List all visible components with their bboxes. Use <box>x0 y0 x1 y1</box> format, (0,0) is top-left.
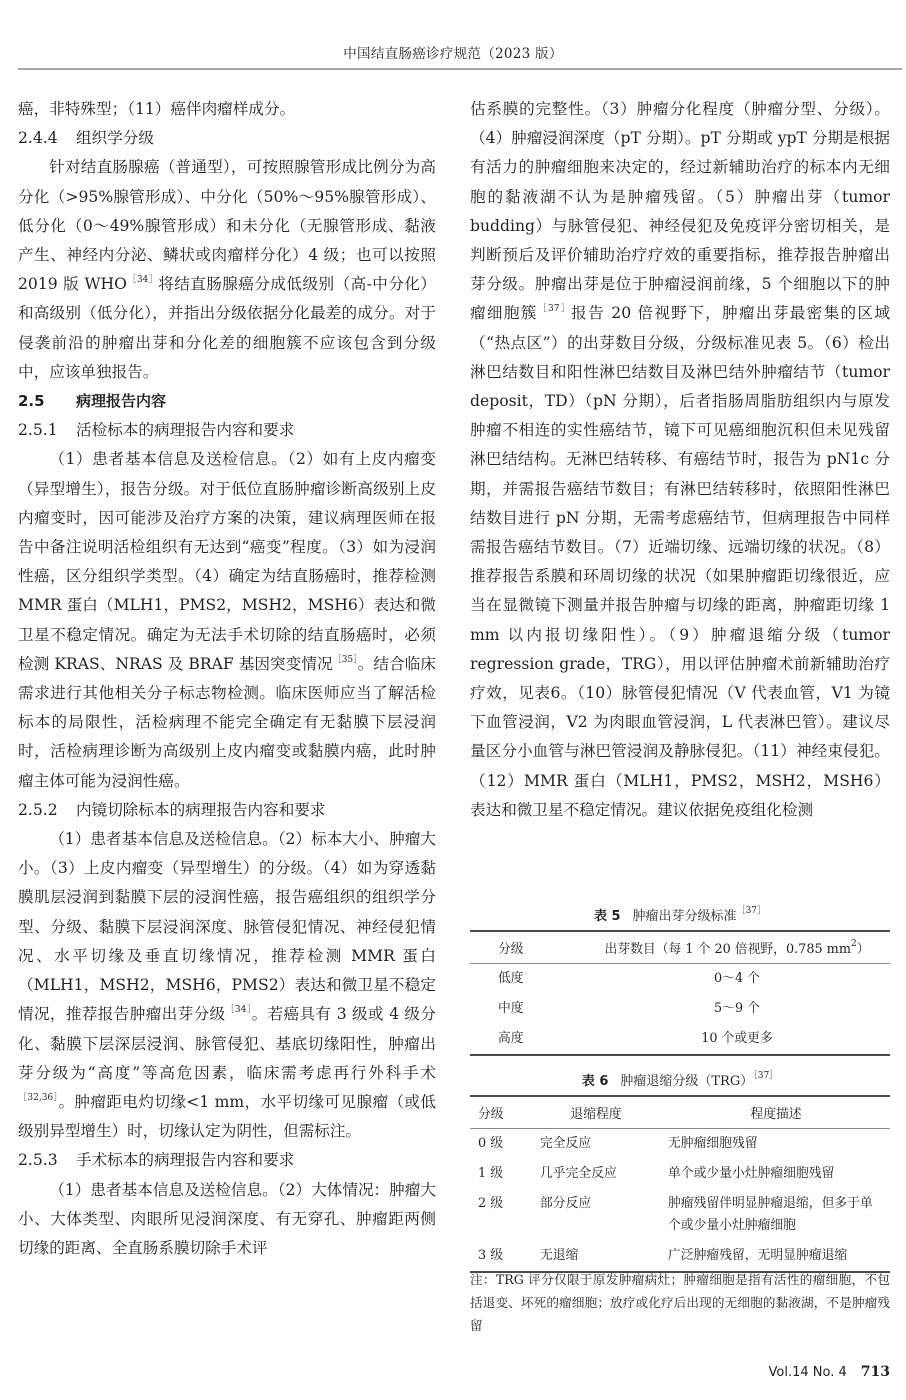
table-cell: 10 个或更多 <box>584 1024 890 1055</box>
table-cell: 单个或少量小灶肿瘤细胞残留 <box>668 1166 835 1181</box>
citation[interactable]: ［34］ <box>126 275 159 286</box>
section-title: 内镜切除标本的病理报告内容和要求 <box>76 800 326 819</box>
table-row <box>470 1129 890 1160</box>
paragraph-text: 。若癌具有 3 级或 4 级分化、黏膜下层深层浸润、脉管侵犯、基底切缘阳性，肿瘤出芽分级为“高度”等高危因素，临床需考虑再行外科手术 <box>18 1005 436 1082</box>
table-cell: 低度 <box>498 971 524 986</box>
table-row <box>470 964 890 995</box>
table-cell: 0 级 <box>478 1136 504 1151</box>
column-header-text: ） <box>856 942 870 957</box>
column-header: 程度描述 <box>662 1096 890 1129</box>
table-title: 肿瘤退缩分级（TRG） <box>620 1074 754 1089</box>
table-number: 表 5 <box>593 909 621 924</box>
citation[interactable]: ［37］ <box>537 304 572 315</box>
paragraph: （1）患者基本信息及送检信息。（2）大体情况：肿瘤大小、大体类型、肉眼所见浸润深度、有无穿孔、肿瘤距两侧切缘的距离、全直肠系膜切除手术评 <box>18 1180 436 1257</box>
section-number: 2.5.3 <box>18 1151 58 1170</box>
table-header-row <box>470 1096 890 1129</box>
table-cell: 部分反应 <box>540 1196 592 1211</box>
page-number: 713 <box>860 1364 890 1380</box>
table-cell: 几乎完全反应 <box>540 1166 617 1181</box>
section-title: 活检标本的病理报告内容和要求 <box>76 421 295 440</box>
header-rule <box>18 68 902 70</box>
section-heading-2-5-2 <box>18 796 436 825</box>
superscript: 2 <box>850 939 857 949</box>
paragraph <box>470 95 890 825</box>
section-title: 病理报告内容 <box>76 392 167 411</box>
right-column <box>470 95 890 825</box>
citation[interactable]: ［37］ <box>736 906 767 916</box>
table-cell: 3 级 <box>470 1241 530 1272</box>
paragraph-text: 报告 20 倍视野下，肿瘤出芽最密集的区域（“热点区”）的出芽数目分级，分级标准见表 5。（6）检出淋巴结数目和阳性淋巴结数目及淋巴结外肿瘤结节（tumor deposit，TD）（pN 分期），后者指肠周脂肪组织内与原发肿瘤不相连的实性癌结节，镜下可见癌细胞沉积但未见残留淋巴结结构。无淋巴结转移、有癌结节时，报告为 pN1c 分期，并需报告癌结节数目；有淋巴结转移时，依照阳性淋巴结数目进行 pN 分期，无需考虑癌结节，但病理报告中同样需报告癌结节数目。（7）近端切缘、远端切缘的状况。（8）推荐报告系膜和环周切缘的状况（如果肿瘤距切缘很近，应当在显微镜下测量并报告肿瘤与切缘的距离，肿瘤距切缘 1 mm 以内报切缘阳性）。（9）肿瘤退缩分级（tumor regression grade，TRG），用以评估肿瘤术前新辅助治疗疗效，见表6。（10）脉管侵犯情况（V 代表血管，V1 为镜下血管浸润，V2 为肉眼血管浸润，L 代表淋巴管）。建议尽量区分小血管与淋巴管浸润及静脉侵犯。（11）神经束侵犯。（12）MMR 蛋白（MLH1，PMS2，MSH2，MSH6）表达和微卫星不稳定情况。建议依据免疫组化检测 <box>470 304 890 819</box>
table-cell: 完全反应 <box>540 1136 592 1151</box>
paragraph-text: （1）患者基本信息及送检信息。（2）如有上皮内瘤变（异型增生），报告分级。对于低位直肠肿瘤诊断高级别上皮内瘤变时，因可能涉及治疗方案的决策，建议病理医师在报告中备注说明活检组织有无达到“癌变”程度。（3）如为浸润性癌，区分组织学类型。（4）确定为结直肠癌时，推荐检测 MMR 蛋白（MLH1，PMS2，MSH2，MSH6）表达和微卫星不稳定情况。确定为无法手术切除的结直肠癌时，必须检测 KRAS、NRAS 及 BRAF 基因突变情况 <box>18 450 436 673</box>
table-cell: 1 级 <box>478 1166 504 1181</box>
citation[interactable]: ［32,36］ <box>18 1092 59 1103</box>
section-heading-2-4-4 <box>18 124 436 153</box>
table-row <box>470 1159 890 1189</box>
section-number: 2.4.4 <box>18 129 58 148</box>
paragraph-text: （1）患者基本信息及送检信息。（2）标本大小、肿瘤大小。（3）上皮内瘤变（异型增生）的分级。（4）如为穿透黏膜肌层浸润到黏膜下层的浸润性癌，报告癌组织的组织学分型、分级、黏膜下层浸润深度、脉管侵犯情况、神经侵犯情况、水平切缘及垂直切缘情况，推荐检测 MMR 蛋白（MLH1，MSH2，MSH6，PMS2）表达和微卫星不稳定情况，推荐报告肿瘤出芽分级 <box>18 830 436 1024</box>
table-cell: 肿瘤残留伴明显肿瘤退缩，但多于单个或少量小灶肿瘤细胞 <box>668 1196 873 1233</box>
table-cell: 无退缩 <box>530 1241 662 1272</box>
section-number: 2.5.1 <box>18 421 58 440</box>
table-6 <box>470 1070 890 1273</box>
table-cell: 广泛肿瘤残留，无明显肿瘤退缩 <box>662 1241 890 1272</box>
trg-table <box>470 1095 890 1273</box>
paragraph: 癌，非特殊型；（11）癌伴肉瘤样成分。 <box>18 100 296 118</box>
table-number: 表 6 <box>581 1074 609 1089</box>
paragraph-text: 将结直肠腺癌分成低级别（高-中分化）和高级别（低分化），并指出分级依据分化最差的成分。对于侵袭前沿的肿瘤出芽和分化差的细胞簇不应该包含到分级中，应该单独报告。 <box>18 275 437 381</box>
table-header-row <box>470 931 890 964</box>
paragraph <box>18 153 436 387</box>
column-header-text: 出芽数目（每 1 个 20 倍视野，0.785 mm <box>604 942 851 957</box>
page-footer <box>769 1364 890 1380</box>
paragraph-text: 针对结直肠腺癌（普通型），可按照腺管形成比例分为高分化（>95%腺管形成）、中分化（50%～95%腺管形成）、低分化（0～49%腺管形成）和未分化（无腺管形成、黏液产生、神经内分泌、鳞状或肉瘤样分化）4 级；也可以按照 2019 版 WHO <box>18 158 436 294</box>
section-heading-2-5 <box>18 387 436 416</box>
table-caption <box>470 1070 890 1089</box>
paragraph-text: 估系膜的完整性。（3）肿瘤分化程度（肿瘤分型、分级）。（4）肿瘤浸润深度（pT 分期）。pT 分期或 ypT 分期是根据有活力的肿瘤细胞来决定的，经过新辅助治疗的标本内无细胞的黏液湖不认为是肿瘤残留。（5）肿瘤出芽（tumor budding）与脉管侵犯、神经侵犯及免疫评分密切相关，是判断预后及评价辅助治疗疗效的重要指标，推荐报告肿瘤出芽分级。肿瘤出芽是位于肿瘤浸润前缘，5 个细胞以下的肿瘤细胞簇 <box>470 100 890 323</box>
table-cell: 中度 <box>498 1001 524 1016</box>
table-caption <box>470 905 890 924</box>
table-row <box>470 994 890 1024</box>
paragraph-text: 。结合临床需求进行其他相关分子标志物检测。临床医师应当了解活检标本的局限性，活检病理不能完全确定有无黏膜下层浸润时，活检病理诊断为高级别上皮内瘤变或黏膜内癌，此时肿瘤主体可能为浸润性癌。 <box>18 654 436 790</box>
paragraph-text: 。肿瘤距电灼切缘<1 mm，水平切缘可见腺瘤（或低级别异型增生）时，切缘认定为阴性，但需标注。 <box>18 1092 436 1141</box>
column-header: 退缩程度 <box>530 1096 662 1129</box>
table-6-note: 注：TRG 评分仅限于原发肿瘤病灶；肿瘤细胞是指有活性的瘤细胞，不包括退变、坏死的瘤细胞；放疗或化疗后出现的无细胞的黏液湖，不是肿瘤残留 <box>470 1272 890 1333</box>
section-title: 组织学分级 <box>76 129 154 148</box>
section-number: 2.5 <box>18 392 45 411</box>
table-cell: 0～4 个 <box>714 971 760 986</box>
table-cell: 无肿瘤细胞残留 <box>668 1136 758 1151</box>
section-heading-2-5-1 <box>18 416 436 445</box>
table-row <box>470 1189 890 1241</box>
table-cell: 高度 <box>470 1024 584 1055</box>
bud-grading-table <box>470 930 890 1056</box>
running-header: 中国结直肠癌诊疗规范（2023 版） <box>343 46 563 62</box>
left-column <box>18 95 436 1263</box>
paragraph <box>18 825 436 1146</box>
citation[interactable]: ［37］ <box>753 1071 779 1081</box>
section-heading-2-5-3 <box>18 1146 436 1175</box>
citation[interactable]: ［34］ <box>225 1005 252 1016</box>
column-header <box>584 931 890 964</box>
table-5 <box>470 905 890 1056</box>
column-header: 分级 <box>470 931 584 964</box>
table-cell: 2 级 <box>478 1196 504 1211</box>
section-number: 2.5.2 <box>18 800 58 819</box>
section-title: 手术标本的病理报告内容和要求 <box>76 1151 295 1170</box>
table-row <box>470 1024 890 1055</box>
paragraph <box>18 445 436 795</box>
column-header: 分级 <box>470 1096 530 1129</box>
table-cell: 5～9 个 <box>714 1001 760 1016</box>
citation[interactable]: ［35］ <box>332 654 358 665</box>
volume-issue: Vol.14 No. 4 <box>768 1365 847 1380</box>
table-title: 肿瘤出芽分级标准 <box>632 909 737 924</box>
